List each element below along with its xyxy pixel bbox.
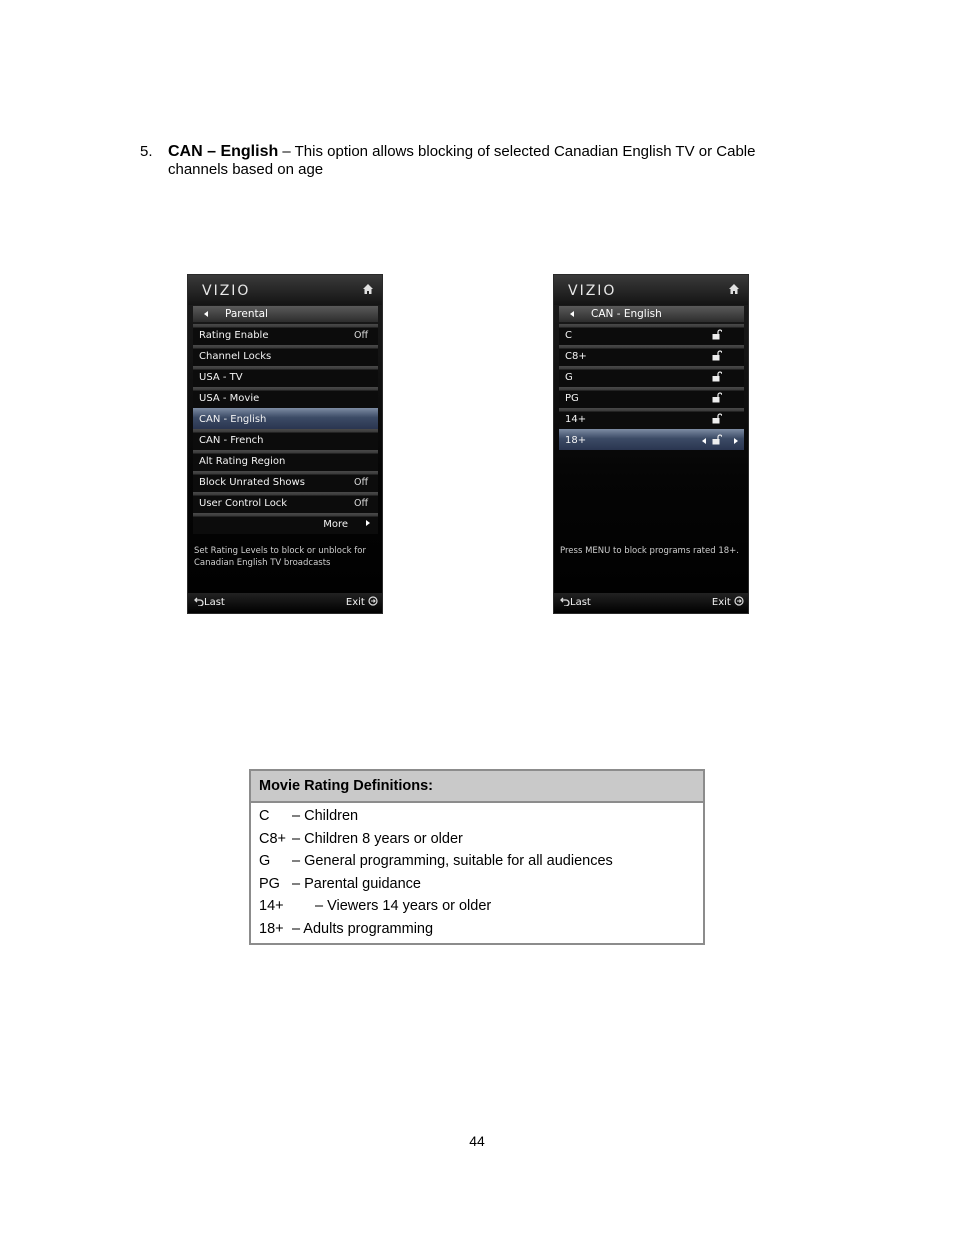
intro-text-line1 <box>168 143 755 160</box>
exit-button[interactable] <box>346 593 378 613</box>
rating-label: G <box>565 372 573 383</box>
rating-label: PG <box>565 393 579 404</box>
unlocked-icon <box>712 371 722 382</box>
menu-item-rating-enable[interactable] <box>193 324 378 345</box>
back-arrow-icon[interactable] <box>204 311 208 317</box>
menu-item-label: Channel Locks <box>199 351 272 362</box>
definitions-heading: Movie Rating Definitions: <box>251 771 703 803</box>
definition-row <box>251 895 703 918</box>
rating-item-pg[interactable] <box>559 387 744 408</box>
rating-description: – General programming, suitable for all audiences <box>292 853 613 870</box>
exit-icon <box>734 596 744 606</box>
menu-item-label: Rating Enable <box>199 330 269 341</box>
exit-icon <box>368 596 378 606</box>
menu-item-value: Off <box>353 498 368 509</box>
rating-item-c[interactable] <box>559 324 744 345</box>
exit-button[interactable] <box>712 593 744 613</box>
rating-code: G <box>259 853 271 870</box>
menu-item-usa-movie[interactable] <box>193 387 378 408</box>
rating-label: 18+ <box>565 435 587 446</box>
menu-help-text: Set Rating Levels to block or unblock for Canadian English TV broadcasts <box>194 546 366 568</box>
definition-row <box>251 918 703 941</box>
exit-label: Exit <box>345 597 365 608</box>
menu-item-user-control-lock[interactable] <box>193 492 378 513</box>
menu-footer <box>554 593 748 613</box>
vizio-logo: VIZIO <box>568 283 617 299</box>
rating-label: C8+ <box>565 351 587 362</box>
menu-item-channel-locks[interactable] <box>193 345 378 366</box>
option-term: CAN – English <box>168 143 279 160</box>
intro-description: – This option allows blocking of selected Canadian English TV or Cable <box>278 143 756 160</box>
rating-description: – Viewers 14 years or older <box>315 898 492 915</box>
menu-item-label: USA - Movie <box>199 393 260 404</box>
menu-item-more[interactable] <box>193 513 378 534</box>
rating-item-g[interactable] <box>559 366 744 387</box>
rating-description: – Children <box>292 808 359 824</box>
page-number: 44 <box>469 1133 485 1149</box>
menu-item-label: Alt Rating Region <box>199 456 286 467</box>
menu-help-text: Press MENU to block programs rated 18+. <box>560 546 739 556</box>
list-number: 5. <box>140 143 153 160</box>
rating-description: – Children 8 years or older <box>292 830 463 847</box>
chevron-right-icon <box>366 520 370 526</box>
intro-text-line2: channels based on age <box>168 161 324 178</box>
menu-item-label: More <box>323 519 348 530</box>
menu-footer <box>188 593 382 613</box>
rating-code: 18+ <box>259 920 284 937</box>
menu-item-label: CAN - French <box>199 435 264 446</box>
rating-code: PG <box>259 875 280 892</box>
rating-code: C8+ <box>259 830 287 847</box>
rating-list <box>559 324 744 450</box>
unlocked-icon <box>712 392 722 403</box>
menu-item-label: CAN - English <box>199 414 267 425</box>
last-button[interactable] <box>194 593 225 613</box>
vizio-logo: VIZIO <box>202 283 251 299</box>
menu-item-can-english[interactable] <box>193 408 378 429</box>
menu-title: CAN - English <box>591 308 662 320</box>
menu-item-block-unrated-shows[interactable] <box>193 471 378 492</box>
menu-item-alt-rating-region[interactable] <box>193 450 378 471</box>
tv-menu-can-english <box>553 274 749 614</box>
chevron-right-icon[interactable] <box>734 438 738 444</box>
tv-menu-header <box>554 275 748 305</box>
tv-menu-parental <box>187 274 383 614</box>
last-button[interactable] <box>560 593 591 613</box>
tv-menu-header <box>188 275 382 305</box>
rating-code: C <box>259 808 270 824</box>
rating-description: – Adults programming <box>292 920 434 937</box>
movie-rating-definitions-table <box>249 769 705 945</box>
menu-item-label: Block Unrated Shows <box>199 477 305 488</box>
menu-item-label: User Control Lock <box>199 498 288 509</box>
menu-item-value: Off <box>353 330 368 341</box>
rating-item-14plus[interactable] <box>559 408 744 429</box>
exit-label: Exit <box>711 597 731 608</box>
definition-row <box>251 805 703 828</box>
intro-paragraph <box>140 143 820 179</box>
unlocked-icon <box>712 350 722 361</box>
last-label: Last <box>204 597 225 608</box>
definition-row <box>251 873 703 896</box>
home-icon[interactable] <box>362 283 374 295</box>
definitions-body <box>251 803 703 941</box>
menu-item-usa-tv[interactable] <box>193 366 378 387</box>
home-icon[interactable] <box>728 283 740 295</box>
rating-description: – Parental guidance <box>292 875 421 892</box>
menu-title-bar[interactable] <box>559 306 744 322</box>
chevron-left-icon[interactable] <box>702 438 706 444</box>
back-arrow-icon[interactable] <box>570 311 574 317</box>
last-label: Last <box>570 597 591 608</box>
menu-item-label: USA - TV <box>199 372 243 383</box>
menu-item-value: Off <box>353 477 368 488</box>
unlocked-icon <box>712 434 722 445</box>
rating-item-18plus[interactable] <box>559 429 744 450</box>
definition-row <box>251 828 703 851</box>
definition-row <box>251 850 703 873</box>
return-icon <box>194 596 204 606</box>
menu-title: Parental <box>225 308 268 320</box>
menu-list <box>193 324 378 534</box>
rating-label: C <box>565 330 572 341</box>
return-icon <box>560 596 570 606</box>
rating-item-c8plus[interactable] <box>559 345 744 366</box>
menu-item-can-french[interactable] <box>193 429 378 450</box>
unlocked-icon <box>712 413 722 424</box>
unlocked-icon <box>712 329 722 340</box>
menu-title-bar[interactable] <box>193 306 378 322</box>
rating-label: 14+ <box>565 414 587 425</box>
rating-code: 14+ <box>259 898 284 915</box>
